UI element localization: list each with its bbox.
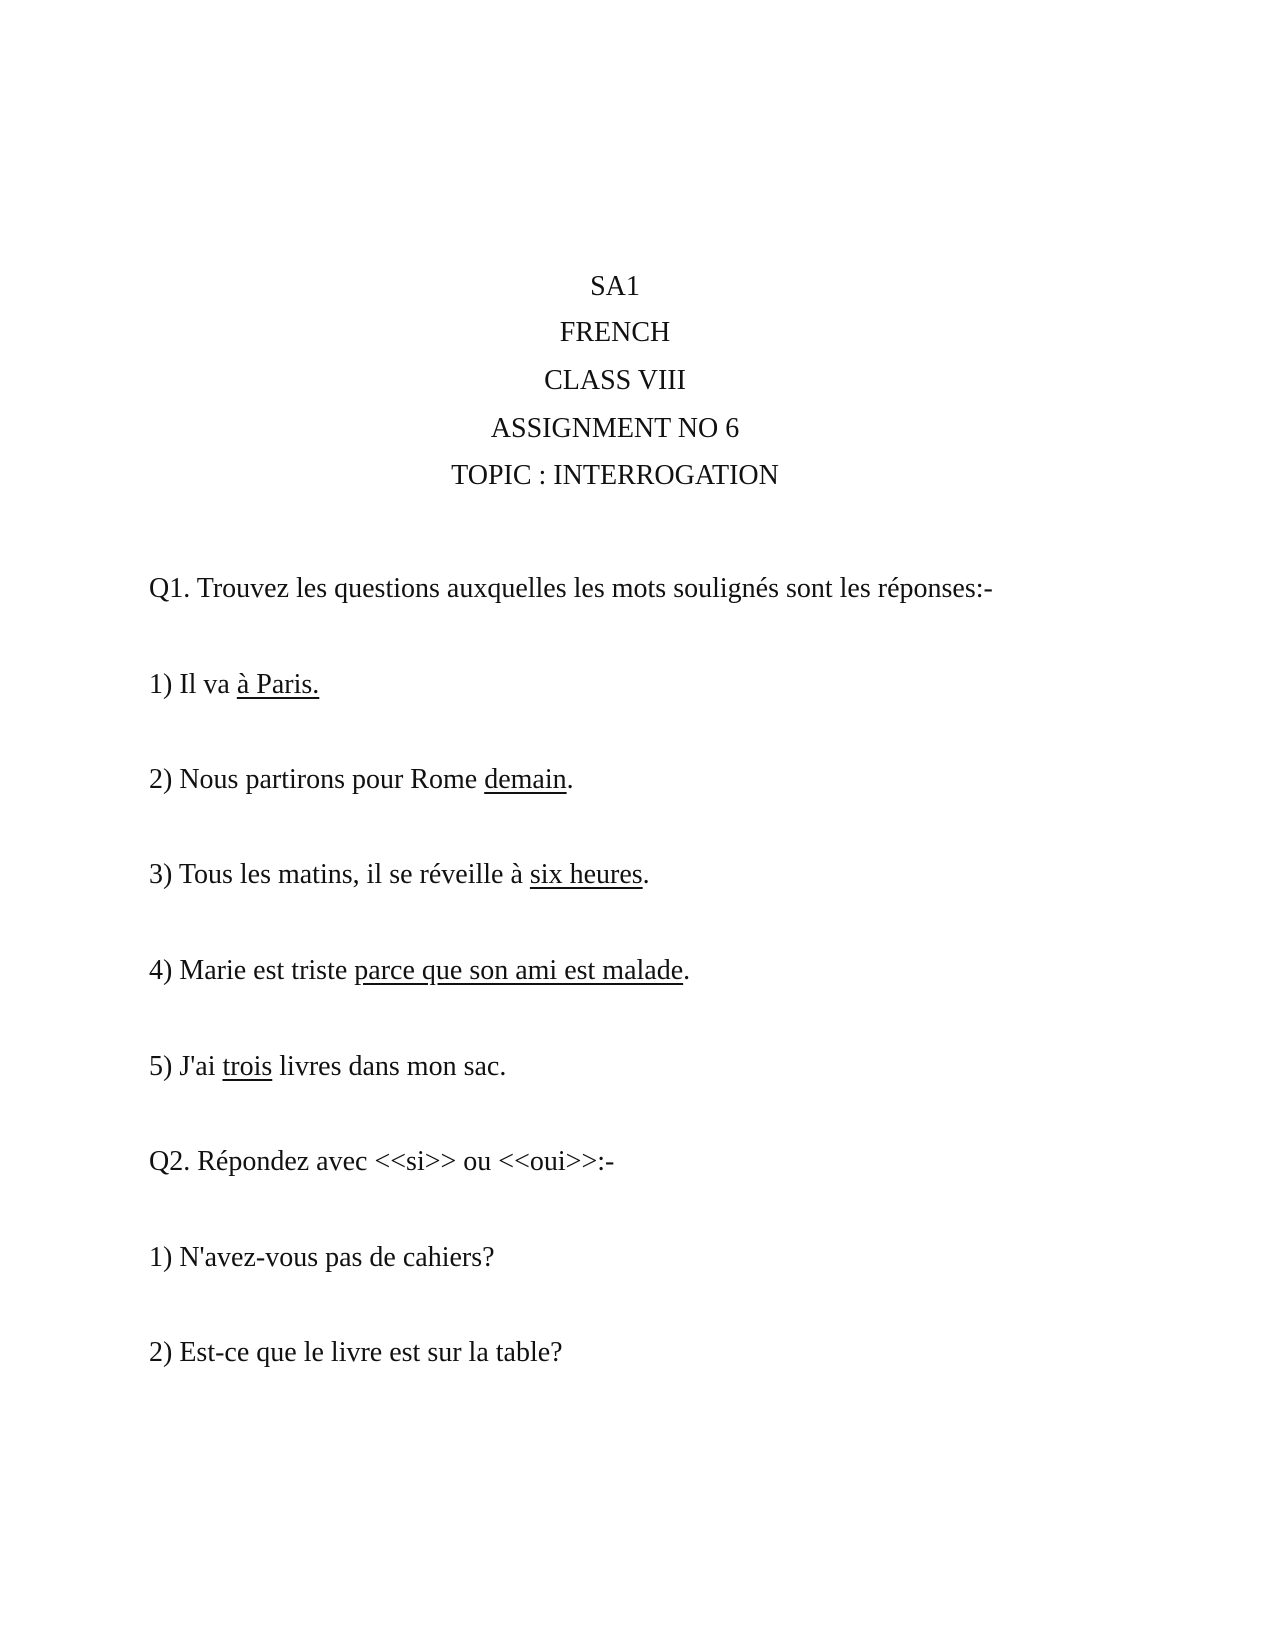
q1-item-5-end: livres dans mon sac. — [272, 1051, 507, 1082]
q1-item-3-text: 3) Tous les matins, il se réveille à — [149, 859, 530, 890]
q1-item-2-underlined: demain — [484, 764, 567, 795]
q1-prompt: Q1. Trouvez les questions auxquelles les mots soulignés sont les réponses:- — [149, 573, 993, 604]
header-subject: FRENCH — [559, 317, 671, 348]
header-assignment: ASSIGNMENT NO 6 — [490, 413, 740, 444]
header-class: CLASS VIII — [544, 365, 686, 396]
q1-item-4-end: . — [683, 955, 691, 986]
q1-item-3-end: . — [642, 859, 650, 890]
q1-item-3-underlined: six heures — [529, 859, 643, 890]
q1-item-5-underlined: trois — [222, 1051, 273, 1082]
q1-item-1-text: 1) Il va — [149, 669, 237, 700]
q2-item-2: 2) Est-ce que le livre est sur la table? — [149, 1337, 563, 1368]
q1-item-3 — [149, 858, 650, 892]
q1-item-4-text: 4) Marie est triste — [149, 955, 355, 986]
q1-item-2 — [149, 763, 574, 797]
q1-item-5 — [149, 1050, 506, 1084]
q1-item-4 — [149, 954, 690, 988]
q1-item-2-end: . — [566, 764, 574, 795]
q1-item-1 — [149, 668, 319, 702]
q1-item-4-underlined: parce que son ami est malade — [354, 955, 684, 986]
q1-item-1-underlined: à Paris. — [236, 669, 320, 700]
header-topic: TOPIC : INTERROGATION — [451, 460, 779, 491]
q2-item-1: 1) N'avez-vous pas de cahiers? — [149, 1242, 495, 1273]
header-sa1: SA1 — [590, 271, 640, 302]
q2-prompt: Q2. Répondez avec <<si>> ou <<oui>>:- — [149, 1146, 615, 1177]
q1-item-5-text: 5) J'ai — [149, 1051, 223, 1082]
q1-item-2-text: 2) Nous partirons pour Rome — [149, 764, 485, 795]
